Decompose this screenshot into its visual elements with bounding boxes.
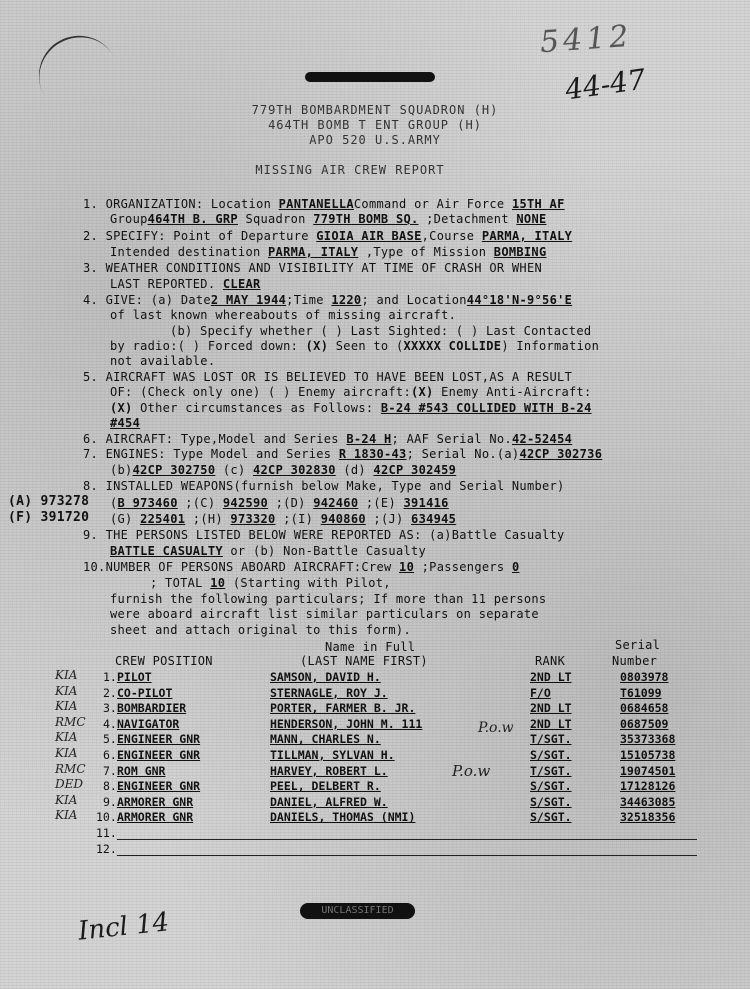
item10-line1: 10.NUMBER OF PERSONS ABOARD AIRCRAFT:Crew 10 ;Passengers 0 — [83, 560, 520, 574]
crew-row-number: 5. — [103, 732, 117, 747]
crew-serial: 0687509 — [620, 716, 669, 731]
item5-line1: 5. AIRCRAFT WAS LOST OR IS BELIEVED TO HAVE BEEN LOST,AS A RESULT — [83, 370, 573, 384]
crew-name: TILLMAN, SYLVAN H. — [270, 748, 395, 762]
crew-row-number: 3. — [103, 701, 117, 716]
crew-name: DANIEL, ALFRED W. — [270, 794, 388, 809]
weapon-left-f: (F) 391720 — [8, 510, 90, 525]
item4-line4: by radio:( ) Forced down: (X) Seen to (XXXXX COLLIDE) Information — [110, 339, 600, 353]
col-last-name-first: (LAST NAME FIRST) — [300, 654, 428, 668]
crew-serial: 35373368 — [620, 732, 676, 747]
crew-serial: 0803978 — [620, 670, 669, 684]
crew-rank: T/SGT. — [530, 763, 572, 778]
header-squadron: 779TH BOMBARDMENT SQUADRON (H) — [251, 103, 499, 117]
crew-status-mark: RMC — [55, 761, 86, 776]
crew-rank: S/SGT. — [530, 779, 572, 794]
crew-position: ENGINEER GNR — [117, 732, 201, 747]
item7-line2: (b)42CP 302750 (c) 42CP 302830 (d) 42CP 302459 — [110, 463, 457, 477]
item10-line5: sheet and attach original to this form). — [110, 623, 411, 637]
crew-row-number: 11. — [96, 826, 117, 840]
crew-status-mark: KIA — [55, 683, 78, 698]
handwritten-bottom-note: Incl 14 — [76, 907, 171, 947]
item3-line2: LAST REPORTED. CLEAR — [110, 277, 261, 291]
item4-line3: (b) Specify whether ( ) Last Sighted: ( ) Last Contacted — [170, 324, 592, 338]
crew-serial: 15105738 — [620, 748, 676, 762]
col-name-in-full: Name in Full — [325, 640, 416, 654]
crew-rank: 2ND LT — [530, 670, 572, 684]
crew-name: DANIELS, THOMAS (NMI) — [270, 810, 416, 825]
crew-position: ARMORER GNR — [117, 794, 194, 809]
crew-serial: 34463085 — [620, 794, 676, 809]
item2-line1: 2. SPECIFY: Point of Departure GIOIA AIR BASE,Course PARMA, ITALY — [83, 229, 573, 243]
crew-status-mark: KIA — [55, 792, 78, 807]
item9-line2: BATTLE CASUALTY or (b) Non-Battle Casualty — [110, 544, 427, 558]
crew-name: SAMSON, DAVID H. — [270, 670, 381, 684]
col-rank: RANK — [535, 654, 566, 668]
item2-line2: Intended destination PARMA, ITALY ,Type of Mission BOMBING — [110, 245, 547, 259]
crew-name: HENDERSON, JOHN M. 111 — [270, 716, 423, 731]
crew-serial: 19074501 — [620, 763, 676, 778]
crew-position: ENGINEER GNR — [117, 779, 201, 794]
crew-status-mark: KIA — [55, 668, 78, 682]
crew-serial: 0684658 — [620, 701, 669, 716]
crew-row-number: 9. — [103, 794, 117, 809]
crew-row-number: 2. — [103, 685, 117, 700]
crew-row-number: 6. — [103, 748, 117, 762]
item9-line1: 9. THE PERSONS LISTED BELOW WERE REPORTED AS: (a)Battle Casualty — [83, 528, 565, 542]
item5-line4: #454 — [110, 416, 141, 430]
crew-serial: 17128126 — [620, 779, 676, 794]
crew-position: BOMBARDIER — [117, 701, 187, 716]
pow-mark-2: P.o.w — [452, 762, 491, 780]
crew-name: HARVEY, ROBERT L. — [270, 763, 388, 778]
crew-status-mark: KIA — [55, 699, 78, 714]
crew-status-mark: DED — [55, 777, 84, 792]
crew-rank: S/SGT. — [530, 810, 572, 825]
col-serial-number: Number — [612, 654, 658, 668]
crew-rank: 2ND LT — [530, 701, 572, 716]
crew-row-number: 8. — [103, 779, 117, 794]
item5-line2: OF: (Check only one) ( ) Enemy aircraft:(X) Enemy Anti-Aircraft: — [110, 385, 592, 399]
crew-row-number: 1. — [103, 670, 117, 684]
item4-line1: 4. GIVE: (a) Date2 MAY 1944;Time 1220; and Location44°18'N-9°56'E — [83, 293, 573, 307]
item1-line1: 1. ORGANIZATION: Location PANTANELLACommand or Air Force 15TH AF — [83, 197, 565, 211]
item4-line2: of last known whereabouts of missing aircraft. — [110, 308, 457, 322]
crew-rank: S/SGT. — [530, 748, 572, 762]
handwritten-top-number: 5412 — [538, 18, 634, 61]
crew-position: CO-PILOT — [117, 685, 173, 700]
crew-name: PORTER, FARMER B. JR. — [270, 701, 416, 716]
crew-position: ENGINEER GNR — [117, 748, 201, 762]
item7-line1: 7. ENGINES: Type Model and Series R 1830-43; Serial No.(a)42CP 302736 — [83, 447, 603, 461]
crew-row-number: 10. — [96, 810, 117, 825]
weapon-left-a: (A) 973278 — [8, 494, 90, 509]
report-title: MISSING AIR CREW REPORT — [255, 163, 445, 177]
item6-line: 6. AIRCRAFT: Type,Model and Series B-24 H; AAF Serial No.42-52454 — [83, 432, 573, 446]
corner-scribble — [25, 22, 115, 97]
crew-name: MANN, CHARLES N. — [270, 732, 381, 747]
redaction-stamp-bottom: UNCLASSIFIED — [300, 903, 415, 919]
crew-rank: 2ND LT — [530, 716, 572, 731]
redaction-bar-top — [305, 72, 435, 82]
crew-name: STERNAGLE, ROY J. — [270, 685, 388, 700]
item4-line5: not available. — [110, 354, 216, 368]
item8-line3: (G) 225401 ;(H) 973320 ;(I) 940860 ;(J) 634945 — [110, 512, 457, 526]
col-serial-top: Serial — [615, 638, 661, 652]
item10-line3: furnish the following particulars; If more than 11 persons — [110, 592, 547, 606]
item8-line2: (B 973460 ;(C) 942590 ;(D) 942460 ;(E) 391416 — [110, 496, 449, 510]
crew-rank: S/SGT. — [530, 794, 572, 809]
crew-status-mark: KIA — [55, 808, 78, 823]
col-crew-position: CREW POSITION — [115, 654, 213, 668]
crew-status-mark: RMC — [55, 714, 86, 729]
crew-position: NAVIGATOR — [117, 716, 180, 731]
empty-row-line — [117, 839, 697, 840]
crew-row-number: 12. — [96, 841, 117, 856]
crew-position: ARMORER GNR — [117, 810, 194, 825]
item10-line2: ; TOTAL 10 (Starting with Pilot, — [150, 576, 391, 590]
empty-row-line — [117, 855, 697, 856]
item10-line4: were aboard aircraft list similar particulars on separate — [110, 607, 539, 621]
item5-line3: (X) Other circumstances as Follows: B-24 #543 COLLIDED WITH B-24 — [110, 401, 592, 415]
crew-rank: F/O — [530, 685, 551, 700]
crew-rank: T/SGT. — [530, 732, 572, 747]
crew-name: PEEL, DELBERT R. — [270, 779, 381, 794]
crew-serial: T61099 — [620, 685, 662, 700]
item1-line2: Group464TH B. GRP Squadron 779TH BOMB SQ. ;Detachment NONE — [110, 212, 547, 226]
crew-serial: 32518356 — [620, 810, 676, 825]
crew-row-number: 4. — [103, 716, 117, 731]
crew-status-mark: KIA — [55, 730, 78, 745]
crew-position: ROM GNR — [117, 763, 166, 778]
header-group: 464TH BOMB T ENT GROUP (H) — [268, 118, 482, 132]
crew-row-number: 7. — [103, 763, 117, 778]
handwritten-doc-number: 44-47 — [563, 62, 648, 107]
header-apo: APO 520 U.S.ARMY — [309, 133, 441, 147]
item3-line1: 3. WEATHER CONDITIONS AND VISIBILITY AT TIME OF CRASH OR WHEN — [83, 261, 543, 275]
crew-position: PILOT — [117, 670, 152, 684]
item8-line1: 8. INSTALLED WEAPONS(furnish below Make, Type and Serial Number) — [83, 479, 565, 493]
crew-status-mark: KIA — [55, 746, 78, 760]
pow-mark-1: P.o.w — [478, 720, 514, 736]
